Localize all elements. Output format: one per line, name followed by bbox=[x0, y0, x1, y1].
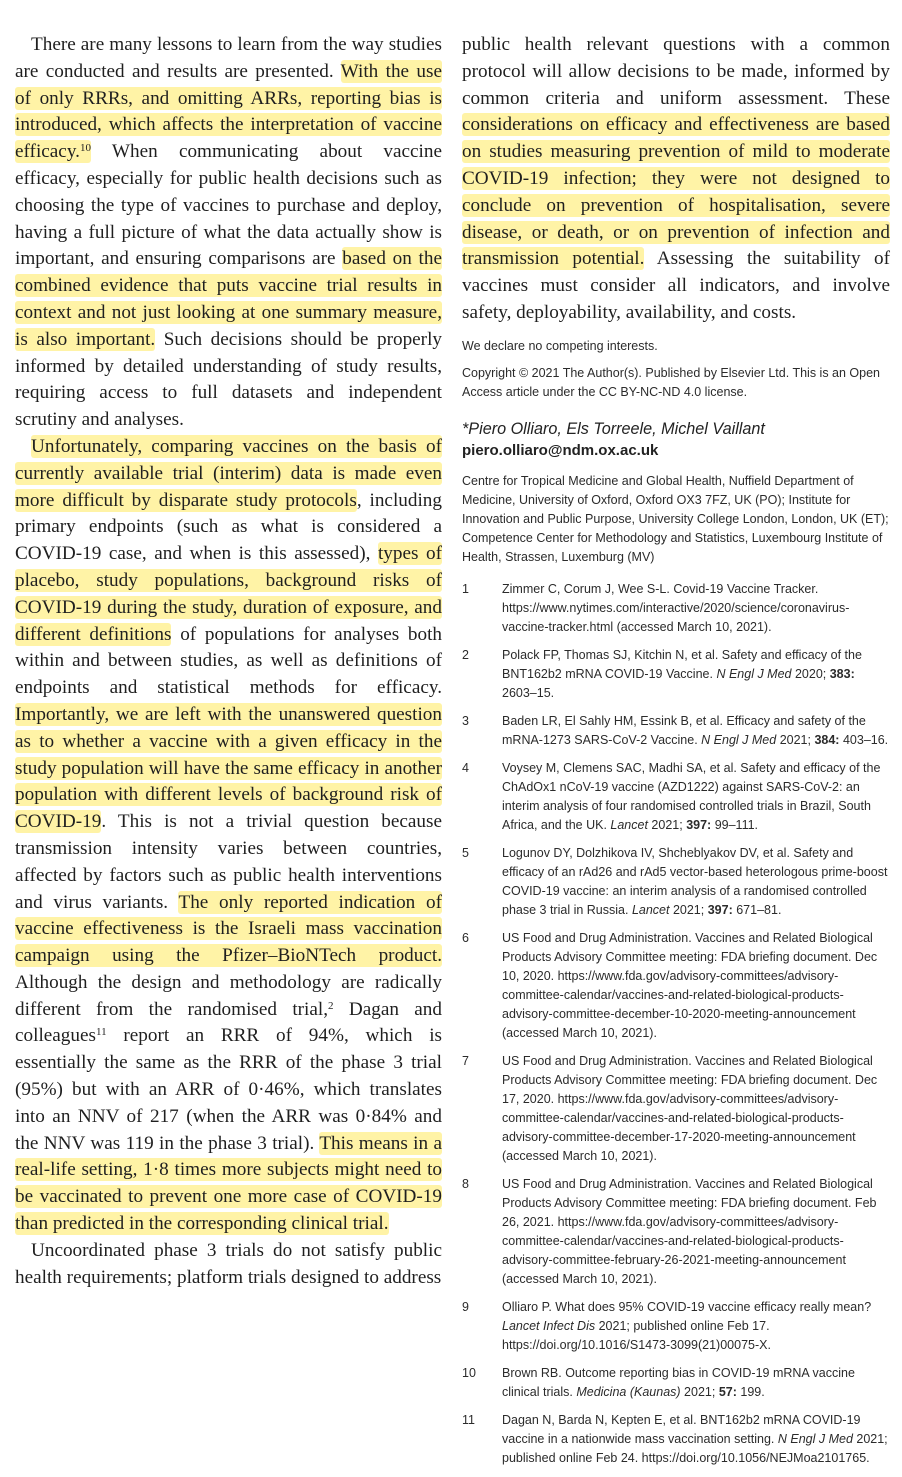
left-column bbox=[15, 0, 442, 1291]
author-email-link[interactable]: piero.olliaro@ndm.ox.ac.uk bbox=[462, 441, 659, 459]
citation-superscript[interactable]: 2 bbox=[328, 999, 334, 1012]
text-run: Such decisions should be properly informed by detailed understanding of study results, requiring access to full datasets and independent scrutiny and analyses. bbox=[15, 328, 442, 431]
right-column bbox=[462, 0, 890, 1477]
paragraph-uncoordinated-trials: Uncoordinated phase 3 trials do not satisfy public health requirements; platform trials designed to address bbox=[15, 1239, 442, 1288]
highlight-run: based on the combined evidence that puts vaccine trial results in context and not just looking at one summary measure, is also important. bbox=[15, 248, 443, 350]
text-run: , including primary endpoints (such as what is considered a COVID-19 case, and when is this assessed), bbox=[15, 489, 442, 565]
reference-list bbox=[462, 580, 890, 1468]
highlight-run: considerations on efficacy and effectiveness are based on studies measuring prevention of mild to moderate COVID-19 infection; they were not designed to conclude on prevention of hospitalisation, severe disease, or death, or on prevention of infection and transmission potential. bbox=[462, 114, 890, 270]
highlight-run: Unfortunately, comparing vaccines on the basis of currently available trial (interim) data is made even more difficult by disparate study protocols bbox=[15, 435, 442, 511]
highlight-run: Importantly, we are left with the unanswered question as to whether a vaccine with a given efficacy in the study population will have the same efficacy in another population with different levels of background risk of COVID-19 bbox=[15, 703, 442, 833]
highlight-run: types of placebo, study populations, background risks of COVID-19 during the study, duration of exposure, and different definitions bbox=[15, 543, 442, 645]
citation-superscript[interactable]: 11 bbox=[95, 1026, 107, 1039]
highlight-run: This means in a real-life setting, 1·8 times more subjects might need to be vaccinated to prevent one more case of COVID-19 than predicted in the corresponding clinical trial. bbox=[15, 1132, 442, 1235]
reference-item: 4 Voysey M, Clemens SAC, Madhi SA, et al. Safety and efficacy of the ChAdOx1 nCoV-19 vaccine (AZD1222) against SARS-CoV-2: an interim analysis of four randomised controlled trials in Brazil, South Africa, and the UK. Lancet 2021; 397: 99–111. bbox=[462, 760, 881, 832]
reference-item: 5 Logunov DY, Dolzhikova IV, Shcheblyakov DV, et al. Safety and efficacy of an rAd26 and rAd5 vector-based heterologous prime-boost COVID-19 vaccine: an interim analysis of a randomised controlled phase 3 trial in Russia. Lancet 2021; 397: 671–81. bbox=[462, 845, 888, 917]
text-run: Dagan and colleagues bbox=[15, 998, 442, 1047]
reference-item: 8 US Food and Drug Administration. Vaccines and Related Biological Products Advisory Committee meeting: FDA briefing document. Feb 26, 2021. https://www.fda.gov/advisory-committees/advisory-committee-calendar/vaccines-and-related-biological-products-advisory-committee-february-26-2021-meeting-announcement (accessed March 10, 2021). bbox=[462, 1176, 877, 1286]
text-run: . This is not a trivial question because transmission intensity varies between countries, affected by factors such as public health interventions and virus variants. bbox=[15, 811, 442, 913]
reference-item: 6 US Food and Drug Administration. Vaccines and Related Biological Products Advisory Committee meeting: FDA briefing document. Dec 10, 2020. https://www.fda.gov/advisory-committees/advisory-committee-calendar/vaccines-and-related-biological-products-advisory-committee-december-10-2020-meeting-announcement (accessed March 10, 2021). bbox=[462, 930, 878, 1040]
highlight-run: With the use of only RRRs, and omitting ARRs, reporting bias is introduced, which affects the interpretation of vaccine efficacy.$^{10}$ bbox=[15, 60, 442, 163]
text-run: report an RRR of 94%, which is essentially the same as the RRR of the phase 3 trial (95%) but with an ARR of 0·46%, which translates into an NNV of 217 (when the ARR was 0·84% and the NNV was 119 in the phase 3 trial). bbox=[15, 1025, 442, 1154]
paragraph-lessons bbox=[15, 0, 442, 434]
text-run: public health relevant questions with a common protocol will allow decisions to be made, informed by common criteria and uniform assessment. These bbox=[462, 34, 890, 109]
text-run: When communicating about vaccine efficacy, especially for public health decisions such as choosing the type of vaccines to purchase and deploy, having a full picture of what the data actually show is important, and ensuring comparisons are bbox=[15, 141, 443, 270]
highlight-run: The only reported indication of vaccine effectiveness is the Israeli mass vaccination campaign using the Pfizer–BioNTech product. bbox=[15, 891, 442, 967]
reference-item: 7 US Food and Drug Administration. Vaccines and Related Biological Products Advisory Committee meeting: FDA briefing document. Dec 17, 2020. https://www.fda.gov/advisory-committees/advisory-committee-calendar/vaccines-and-related-biological-products-advisory-committee-december-17-2020-meeting-announcement (accessed March 10, 2021). bbox=[462, 1053, 878, 1163]
competing-interests: We declare no competing interests. bbox=[462, 338, 658, 353]
reference-item: 10 Brown RB. Outcome reporting bias in COVID-19 mRNA vaccine clinical trials. Medicina (Kaunas) 2021; 57: 199. bbox=[462, 1365, 855, 1399]
paragraph-comparing-vaccines bbox=[15, 434, 442, 1238]
text-run: There are many lessons to learn from the way studies are conducted and results are presented. bbox=[15, 34, 442, 82]
copyright-notice: Copyright © 2021 The Author(s). Published by Elsevier Ltd. This is an Open Access article under the CC BY-NC-ND 4.0 license. bbox=[462, 365, 880, 399]
text-run: Although the design and methodology are radically different from the randomised trial, bbox=[15, 971, 442, 1020]
reference-item: 3 Baden LR, El Sahly HM, Essink B, et al. Efficacy and safety of the mRNA-1273 SARS-CoV-2 Vaccine. N Engl J Med 2021; 384: 403–16. bbox=[462, 713, 889, 747]
reference-item: 1 Zimmer C, Corum J, Wee S-L. Covid-19 Vaccine Tracker. https://www.nytimes.com/interactive/2020/science/coronavirus-vaccine-tracker.html (accessed March 10, 2021). bbox=[462, 581, 850, 634]
author-list: *Piero Olliaro, Els Torreele, Michel Vaillant bbox=[462, 419, 765, 438]
text-run: of populations for analyses both within and between studies, as well as definitions of endpoints and statistical methods for efficacy. bbox=[15, 623, 442, 699]
author-affiliations: Centre for Tropical Medicine and Global Health, Nuffield Department of Medicine, University of Oxford, Oxford OX3 7FZ, UK (PO); Institute for Innovation and Public Purpose, University College London, London, UK (ET); Competence Center for Methodology and Statistics, Luxembourg Institute of Health, Strassen, Luxemburg (MV) bbox=[462, 473, 889, 564]
text-run: Assessing the suitability of vaccines must consider all indicators, and involve safety, deployability, availability, and costs. bbox=[462, 248, 890, 323]
citation-superscript[interactable]: 10 bbox=[79, 142, 91, 155]
reference-item: 2 Polack FP, Thomas SJ, Kitchin N, et al. Safety and efficacy of the BNT162b2 mRNA COVID-19 Vaccine. N Engl J Med 2020; 383: 2603–15. bbox=[462, 647, 862, 700]
reference-item: 9 Olliaro P. What does 95% COVID-19 vaccine efficacy really mean? Lancet Infect Dis 2021; published online Feb 17. https://doi.org/10.1016/S1473-3099(21)00075-X. bbox=[462, 1299, 872, 1352]
paragraph-common-protocol bbox=[462, 0, 890, 327]
reference-item: 11 Dagan N, Barda N, Kepten E, et al. BNT162b2 mRNA COVID-19 vaccine in a nationwide mass vaccination setting. N Engl J Med 2021; published online Feb 24. https://doi.org/10.1056/NEJMoa2101765. bbox=[462, 1412, 888, 1465]
